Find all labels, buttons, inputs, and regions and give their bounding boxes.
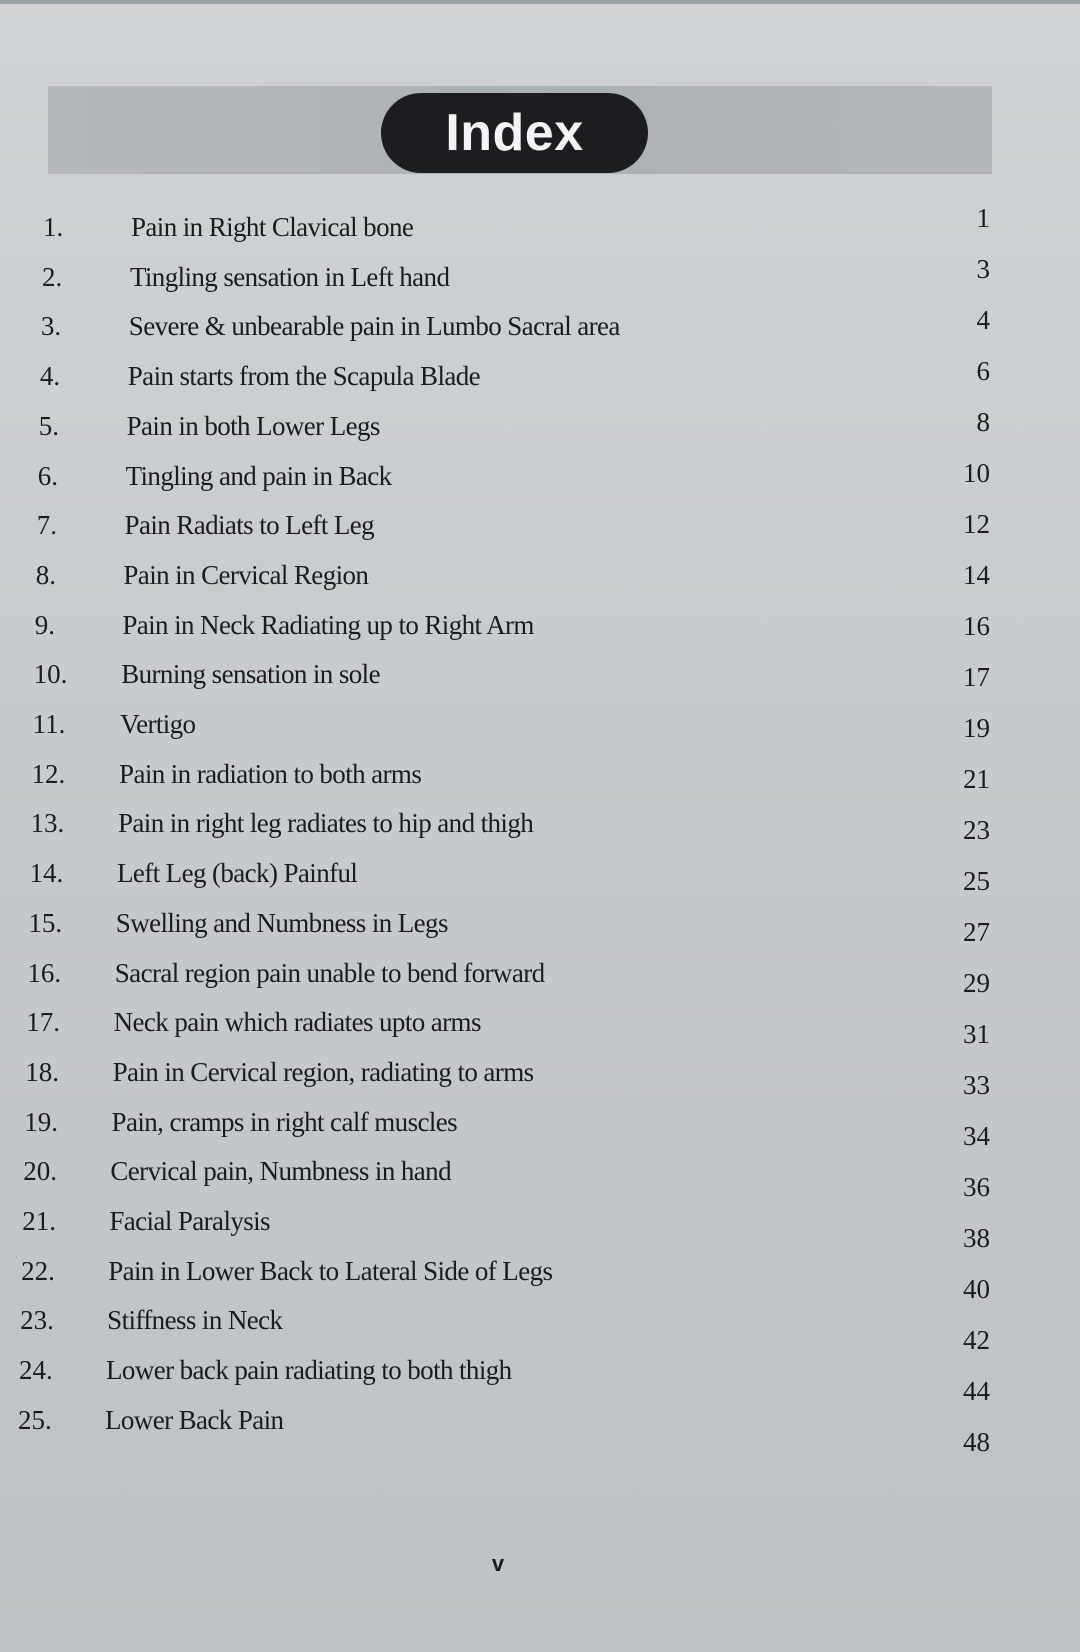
index-entry: [41, 306, 861, 346]
entry-number: 20.: [23, 1156, 57, 1187]
entry-page-number: 29: [963, 968, 990, 998]
index-entry: [30, 853, 850, 893]
entry-page-number: 6: [976, 356, 990, 386]
entry-title[interactable]: Pain in Cervical region, radiating to arms: [112, 1056, 534, 1087]
entry-number: 15.: [28, 907, 63, 938]
entry-number: 25.: [18, 1404, 52, 1435]
entry-title[interactable]: Stiffness in Neck: [107, 1305, 283, 1336]
entry-title[interactable]: Pain in Right Clavical bone: [131, 212, 414, 242]
entry-page-number: 16: [963, 611, 990, 641]
index-entry: [35, 605, 855, 645]
entry-title[interactable]: Sacral region pain unable to bend forward: [114, 957, 545, 988]
entry-number: 24.: [19, 1355, 53, 1386]
entry-title[interactable]: Severe & unbearable pain in Lumbo Sacral area: [128, 311, 620, 342]
entry-title[interactable]: Pain starts from the Scapula Blade: [127, 361, 481, 392]
index-entry: [37, 505, 857, 545]
entry-page-number: 44: [963, 1376, 990, 1406]
index-entry: [42, 257, 862, 297]
entry-title[interactable]: Pain in Lower Back to Lateral Side of Legs: [108, 1255, 553, 1286]
index-entry: [31, 803, 851, 843]
entry-number: 21.: [22, 1206, 56, 1236]
entry-title[interactable]: Vertigo: [120, 709, 196, 739]
entry-page-number: 36: [963, 1172, 990, 1202]
page-title: Index: [445, 104, 584, 162]
index-entry: [25, 1052, 845, 1092]
entry-page-number: 48: [963, 1427, 990, 1457]
entry-number: 4.: [39, 361, 61, 392]
entry-page-number: 23: [963, 815, 990, 845]
index-entry: [38, 456, 858, 496]
entry-number: 16.: [27, 957, 62, 988]
index-entry: [27, 953, 847, 993]
entry-number: 13.: [30, 808, 65, 839]
entry-title[interactable]: Lower back pain radiating to both thigh: [106, 1355, 512, 1386]
index-entry: [20, 1300, 840, 1340]
index-entry: [34, 654, 854, 694]
entry-title[interactable]: Neck pain which radiates upto arms: [113, 1007, 481, 1038]
index-entry: [36, 555, 856, 595]
entry-page-number: 19: [963, 713, 990, 743]
entry-page-number: 4: [976, 305, 990, 335]
entry-number: 7.: [36, 510, 58, 541]
entry-title[interactable]: Pain in radiation to both arms: [119, 758, 422, 789]
index-entry: [43, 207, 863, 247]
entry-number: 17.: [26, 1007, 61, 1038]
entry-number: 18.: [25, 1056, 60, 1087]
entry-title[interactable]: Lower Back Pain: [105, 1404, 284, 1435]
entry-page-number: 25: [963, 866, 990, 896]
entry-page-number: 38: [963, 1223, 990, 1253]
entry-title[interactable]: Pain in right leg radiates to hip and thigh: [118, 808, 534, 839]
entry-title[interactable]: Tingling sensation in Left hand: [129, 261, 450, 292]
entry-page-number: 10: [963, 458, 990, 488]
index-entry: [23, 1151, 843, 1191]
entry-title[interactable]: Swelling and Numbness in Legs: [115, 907, 448, 938]
entry-page-number: 42: [963, 1325, 990, 1355]
index-entry: [22, 1201, 842, 1241]
entry-number: 19.: [24, 1106, 59, 1137]
entry-title[interactable]: Left Leg (back) Painful: [116, 858, 358, 889]
entry-number: 14.: [29, 858, 64, 889]
entry-page-number: 8: [976, 407, 990, 437]
entry-number: 3.: [40, 311, 62, 342]
entry-title[interactable]: Pain in Cervical Region: [123, 559, 369, 590]
entry-title[interactable]: Cervical pain, Numbness in hand: [110, 1156, 451, 1187]
entry-page-number: 40: [963, 1274, 990, 1304]
entry-page-number: 27: [963, 917, 990, 947]
entry-number: 11.: [32, 709, 66, 739]
entry-number: 22.: [21, 1255, 55, 1286]
index-entry: [21, 1251, 841, 1291]
entry-page-number: 34: [963, 1121, 990, 1151]
entry-number: 10.: [33, 659, 68, 690]
entry-number: 8.: [35, 559, 56, 590]
page-folio: v: [491, 1551, 505, 1576]
index-entry: [40, 356, 860, 396]
index-entry: [39, 406, 859, 446]
index-entry: [18, 1400, 838, 1440]
entry-number: 2.: [42, 261, 63, 292]
index-entry: [33, 704, 853, 744]
entry-page-number: 1: [976, 203, 990, 233]
entry-number: 6.: [37, 460, 59, 491]
index-entry: [19, 1350, 839, 1390]
entry-title[interactable]: Pain, cramps in right calf muscles: [111, 1106, 458, 1137]
entry-number: 23.: [20, 1305, 54, 1336]
index-entry: [28, 903, 848, 943]
entry-title[interactable]: Burning sensation in sole: [121, 659, 380, 690]
entry-page-number: 21: [963, 764, 990, 794]
index-entry: [26, 1002, 846, 1042]
index-entry: [32, 754, 852, 794]
entry-page-number: 3: [976, 254, 990, 284]
entry-page-number: 31: [963, 1019, 990, 1049]
entry-page-number: 17: [963, 662, 990, 692]
index-entry: [24, 1102, 844, 1142]
entry-number: 12.: [31, 758, 66, 789]
entry-title[interactable]: Facial Paralysis: [109, 1206, 270, 1236]
entry-title[interactable]: Pain in both Lower Legs: [126, 410, 380, 441]
entry-page-number: 12: [963, 509, 990, 539]
entry-title[interactable]: Pain Radiats to Left Leg: [124, 510, 375, 541]
entry-page-number: 14: [963, 560, 990, 590]
entry-number: 9.: [34, 609, 55, 640]
entry-page-number: 33: [963, 1070, 990, 1100]
entry-title[interactable]: Tingling and pain in Back: [125, 460, 392, 491]
entry-number: 1.: [43, 212, 64, 242]
entry-number: 5.: [38, 410, 60, 441]
entry-title[interactable]: Pain in Neck Radiating up to Right Arm: [122, 609, 534, 640]
